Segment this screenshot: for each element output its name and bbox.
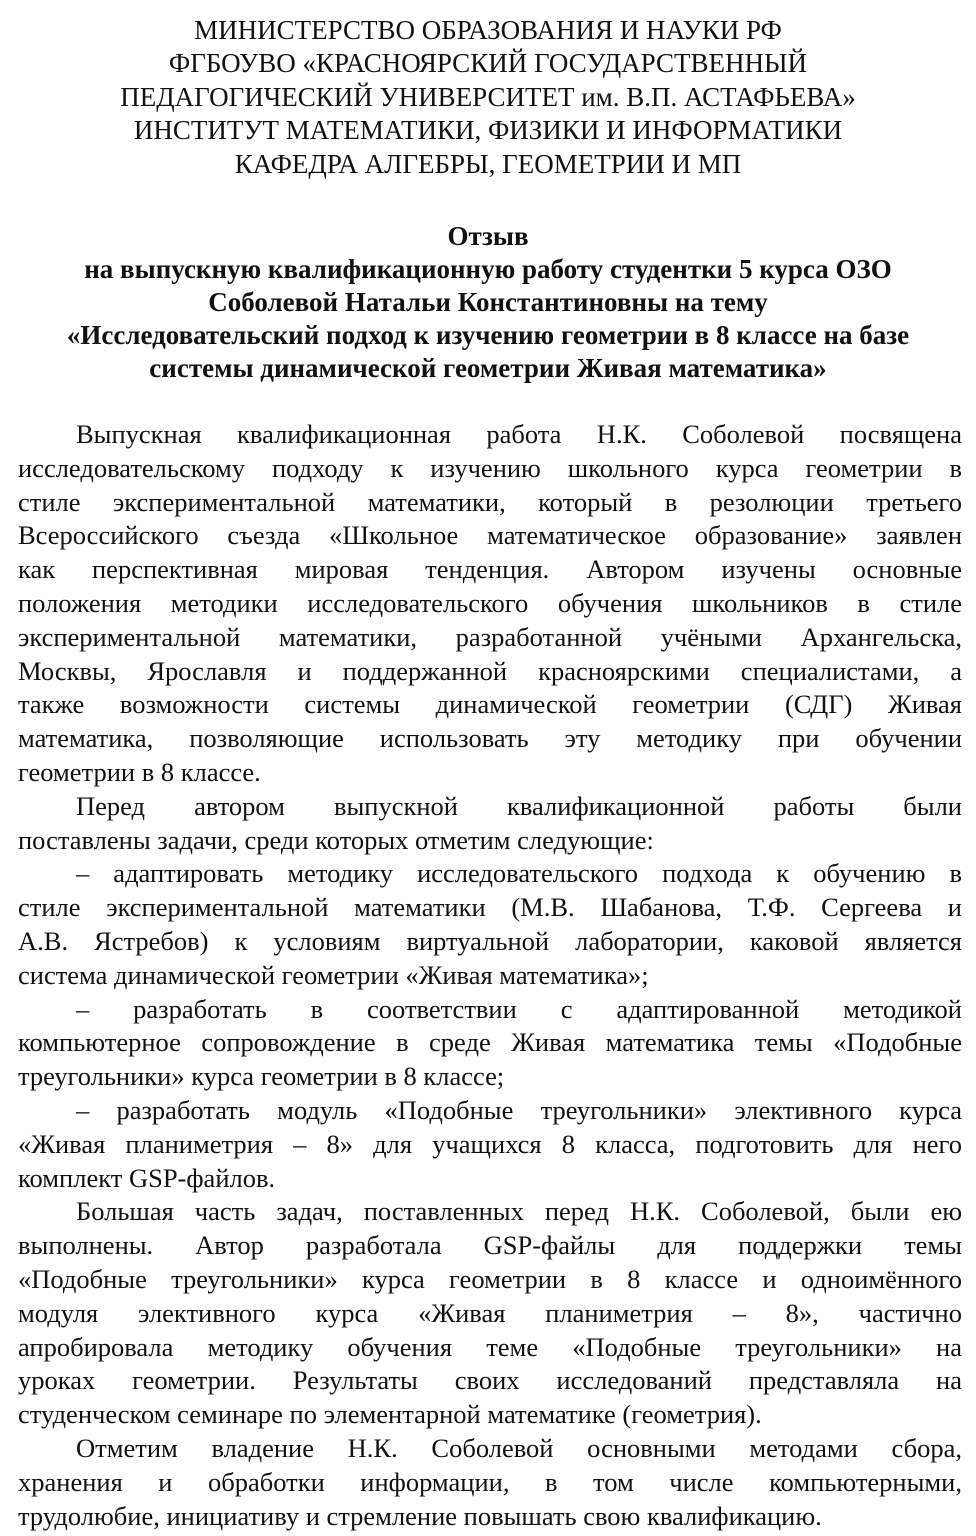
paragraph-line: выполнены. Автор разработала GSP-файлы для поддержки темы	[18, 1230, 962, 1261]
paragraph-line: Москвы, Ярославля и поддержанной красноярскими специалистами, а	[18, 655, 962, 686]
title-line: «Исследовательский подход к изучению геометрии в 8 классе на базе	[66, 320, 910, 350]
title-line: системы динамической геометрии Живая математика»	[149, 353, 827, 383]
paragraph-line: «Подобные треугольники» курса геометрии в 8 классе и одноимённого	[18, 1263, 962, 1294]
paragraph-line: трудолюбие, инициативу и стремление повышать свою квалификацию.	[18, 1500, 822, 1531]
paragraph-line: стиле экспериментальной математики (М.В. Шабанова, Т.Ф. Сергеева и	[18, 892, 962, 923]
paragraph-line: Большая часть задач, поставленных перед Н.К. Соболевой, были ею	[76, 1196, 962, 1227]
paragraph-line: Отметим владение Н.К. Соболевой основными методами сбора,	[76, 1432, 962, 1463]
title-line: Отзыв	[447, 221, 529, 251]
paragraph-line: экспериментальной математики, разработанной учёными Архангельска,	[18, 621, 962, 652]
paragraph-line: треугольники» курса геометрии в 8 классе;	[18, 1061, 505, 1092]
paragraph-line: Всероссийского съезда «Школьное математическое образование» заявлен	[18, 520, 962, 551]
paragraph	[18, 1195, 962, 1432]
paragraph-line: положения методики исследовательского обучения школьников в стиле	[18, 587, 962, 618]
title-line: на выпускную квалификационную работу студентки 5 курса ОЗО	[84, 254, 892, 284]
paragraph-line: Перед автором выпускной квалификационной работы были	[76, 790, 962, 821]
paragraph-line: стиле экспериментальной математики, который в резолюции третьего	[18, 486, 962, 517]
paragraph-line: – разработать модуль «Подобные треугольники» элективного курса	[76, 1094, 962, 1125]
document-title	[0, 220, 976, 385]
paragraph-line: уроках геометрии. Результаты своих исследований представляла на	[18, 1365, 962, 1396]
paragraph-line: геометрии в 8 классе.	[18, 756, 261, 787]
paragraph	[18, 1432, 962, 1533]
header-line: ПЕДАГОГИЧЕСКИЙ УНИВЕРСИТЕТ им. В.П. АСТАФЬЕВА»	[120, 81, 856, 112]
paragraph	[18, 1094, 962, 1195]
paragraph-line: хранения и обработки информации, в том числе компьютерными,	[18, 1466, 962, 1497]
title-line: Соболевой Натальи Константиновны на тему	[208, 287, 768, 317]
paragraph-line: – адаптировать методику исследовательского подхода к обучению в	[76, 858, 962, 889]
paragraph	[18, 418, 962, 790]
paragraph-line: А.В. Ястребов) к условиям виртуальной лаборатории, каковой является	[18, 925, 962, 956]
review-body	[18, 418, 962, 1533]
paragraph-line: компьютерное сопровождение в среде Живая математика темы «Подобные	[18, 1027, 962, 1058]
paragraph	[18, 993, 962, 1094]
paragraph-line: система динамической геометрии «Живая математика»;	[18, 959, 649, 990]
paragraph-line: как перспективная мировая тенденция. Автором изучены основные	[18, 554, 962, 585]
paragraph	[18, 790, 962, 858]
header-line: ФГБОУВО «КРАСНОЯРСКИЙ ГОСУДАРСТВЕННЫЙ	[168, 48, 808, 79]
paragraph-line: поставлены задачи, среди которых отметим следующие:	[18, 824, 654, 855]
paragraph-line: студенческом семинаре по элементарной математике (геометрия).	[18, 1399, 762, 1430]
header-line: ИНСТИТУТ МАТЕМАТИКИ, ФИЗИКИ И ИНФОРМАТИКИ	[133, 115, 843, 146]
paragraph-line: – разработать в соответствии с адаптированной методикой	[76, 993, 962, 1024]
paragraph-line: Выпускная квалификационная работа Н.К. Соболевой посвящена	[76, 419, 962, 449]
institution-header	[0, 14, 976, 181]
paragraph-line: математика, позволяющие использовать эту методику при обучении	[18, 723, 962, 754]
paragraph-line: также возможности системы динамической геометрии (СДГ) Живая	[18, 689, 962, 720]
paragraph-line: «Живая планиметрия – 8» для учащихся 8 класса, подготовить для него	[18, 1128, 962, 1159]
header-line: КАФЕДРА АЛГЕБРЫ, ГЕОМЕТРИИ И МП	[234, 148, 742, 179]
paragraph-line: апробировала методику обучения теме «Подобные треугольники» на	[18, 1331, 962, 1362]
paragraph-line: исследовательскому подходу к изучению школьного курса геометрии в	[18, 452, 962, 483]
paragraph-line: комплект GSP-файлов.	[18, 1162, 276, 1193]
paragraph	[18, 857, 962, 992]
paragraph-line: модуля элективного курса «Живая планиметрия – 8», частично	[18, 1297, 962, 1328]
header-line: МИНИСТЕРСТВО ОБРАЗОВАНИЯ И НАУКИ РФ	[194, 15, 782, 45]
